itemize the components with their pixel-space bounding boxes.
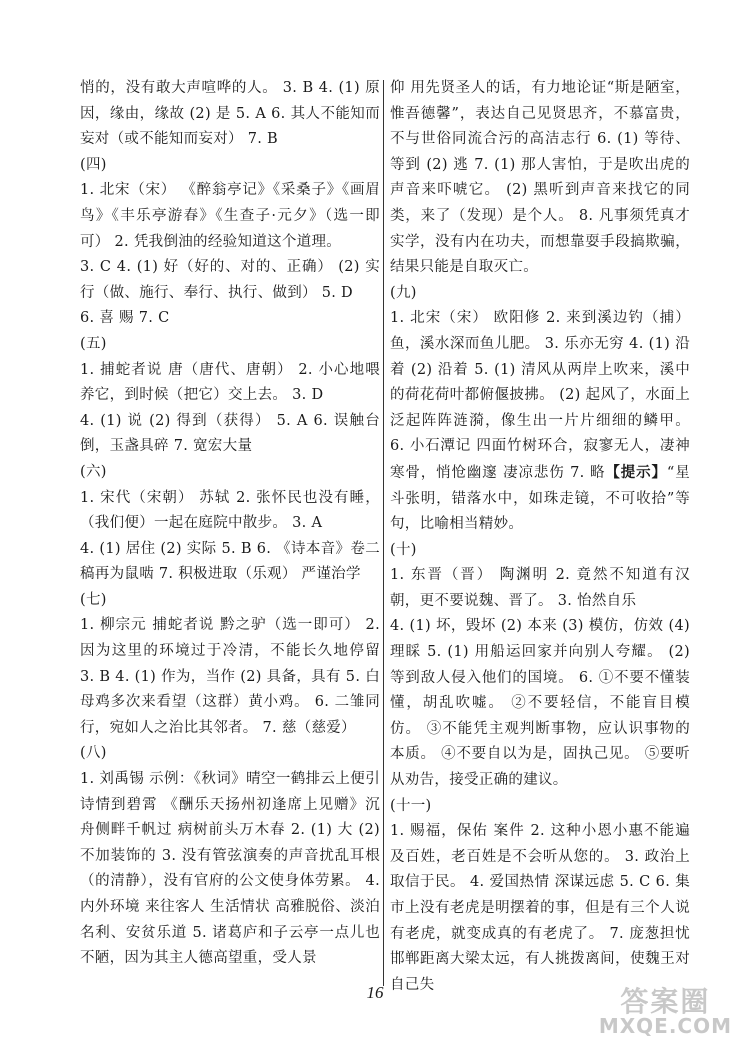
answer-paragraph: 1. 捕蛇者说 唐（唐代、唐朝） 2. 小心地喂养它，到时候（把它）交上去。 3. D: [80, 361, 380, 404]
answer-paragraph: 3. C 4. (1) 好（好的、对的、正确） (2) 实行（做、施行、奉行、执行、做到） 5. D: [80, 259, 380, 301]
answer-paragraph: 1. 柳宗元 捕蛇者说 黔之驴（选一即可） 2. 因为这里的环境过于冷清，不能长久地停留 3. B 4. (1) 作为，当作 (2) 具备，具有 5. 白母鸡多次来看望（这群）黄小鸡。 6. 二雏同行，宛如人之治比其邻者。 7. 慈（慈爱）: [80, 617, 380, 736]
watermark-logo: 答案圈: [620, 985, 711, 1018]
answer-paragraph: 6. 喜 赐 7. C: [80, 310, 170, 327]
answer-paragraph: 1. 北宋（宋） 《醉翁亭记》《采桑子》《画眉鸟》《丰乐亭游春》《生查子·元夕》（选一即可） 2. 凭我倒油的经验知道这个道理。: [80, 182, 380, 250]
page-number: 16: [366, 983, 384, 1002]
answer-paragraph: 4. (1) 居住 (2) 实际 5. B 6. 《诗本音》卷二稿再为鼠啮 7. 积极进取（乐观） 严谨治学: [80, 540, 380, 583]
section-heading: (六): [80, 463, 107, 480]
answer-paragraph: [390, 306, 690, 537]
watermark-url: MXQE.COM: [598, 1014, 732, 1038]
column-divider: [383, 80, 384, 986]
right-column: [390, 76, 691, 993]
left-column: [80, 76, 380, 970]
answer-paragraph: 悄的，没有敢大声喧哗的人。 3. B 4. (1) 原因，缘由，缘故 (2) 是 5. A 6. 其人不能知而妄对（或不能知而妄对） 7. B: [80, 80, 380, 148]
answer-paragraph: 4. (1) 说 (2) 得到（获得） 5. A 6. 误触台倒，玉盏具碎 7. 宽宏大量: [80, 412, 380, 455]
section-heading: (十): [390, 541, 417, 558]
section-heading: (七): [80, 591, 107, 608]
answer-paragraph: 1. 宋代（宋朝） 苏轼 2. 张怀民也没有睡，（我们便）一起在庭院中散步。 3. A: [80, 489, 380, 532]
answer-paragraph: 1. 东晋（晋） 陶渊明 2. 竟然不知道有汉朝，更不要说魏、晋了。 3. 怡然自乐: [390, 567, 690, 609]
hint-label: 【提示】: [605, 463, 667, 481]
answer-paragraph: 仰 用先贤圣人的话，有力地论证“斯是陋室，惟吾德馨”，表达自己见贤思齐，不慕富贵，不与世俗同流合污的高洁志行 6. (1) 等待、等到 (2) 逃 7. (1) 那人害怕，于是吹出虎的声音来吓唬它。 (2) 黑听到声音来找它的同类，来了（发现）是个人。 8. 凡事须凭真才实学，没有内在功夫，而想靠耍手段搞欺骗，结果只能是自取灭亡。: [390, 80, 690, 276]
section-heading: (十一): [390, 797, 432, 814]
answer-paragraph: 4. (1) 坏，毁坏 (2) 本来 (3) 模仿，仿效 (4) 理睬 5. (1) 用船运回家并向别人夸耀。 (2) 等到敌人侵入他们的国境。 6. ①不要不懂装懂，胡乱吹嘘。 ②不要轻信，不能盲目模仿。 ③不能凭主观判断事物，应认识事物的本质。 ④不要自以为是，固执己见。 ⑤要听从劝告，接受正确的建议。: [390, 618, 690, 789]
answer-paragraph: 1. 赐福，保佑 案件 2. 这种小恩小惠不能遍及百姓，老百姓是不会听从您的。 3. 政治上取信于民。 4. 爱国热情 深谋远虑 5. C 6. 集市上没有老虎是明摆着的事，但是有三个人说有老虎，就变成真的有老虎了。 7. 庞葱担忧邯郸距离大梁太远，有人挑拨离间，使魏王对自己失: [390, 823, 690, 993]
section-heading: (八): [80, 745, 107, 762]
watermark: [598, 985, 732, 1038]
answer-paragraph: 1. 刘禹锡 示例：《秋词》晴空一鹤排云上便引诗情到碧霄 《酬乐天扬州初逢席上见赠》沉舟侧畔千帆过 病树前头万木春 2. (1) 大 (2) 不加装饰的 3. 没有管弦演奏的声音扰乱耳根（的清静），没有官府的公文使身体劳累。 4. 内外环境 来往客人 生活情状 高雅脱俗、淡泊名利、安贫乐道 5. 诸葛庐和子云亭一点儿也不陋，因为其主人德高望重，受人景: [80, 771, 380, 967]
section-heading: (五): [80, 335, 107, 352]
section-heading: (九): [390, 284, 417, 301]
answer-text: 1. 北宋（宋） 欧阳修 2. 来到溪边钓（捕）鱼，溪水深而鱼儿肥。 3. 乐亦无穷 4. (1) 沿着 (2) 沿着 5. (1) 清风从两岸上吹来，溪中的荷花荷叶都俯偃披拂。 (2) 起风了，水面上泛起阵阵涟漪，像生出一片片细细的鳞甲。 6. 小石潭记 四面竹树环合，寂寥无人，凄神寒骨，悄怆幽邃 凄凉悲伤 7. 略: [390, 310, 690, 481]
section-heading: (四): [80, 156, 107, 173]
hint-text: “星斗张明，错落水中，如珠走镜，不可收拾”等句，比喻相当精妙。: [390, 464, 691, 533]
